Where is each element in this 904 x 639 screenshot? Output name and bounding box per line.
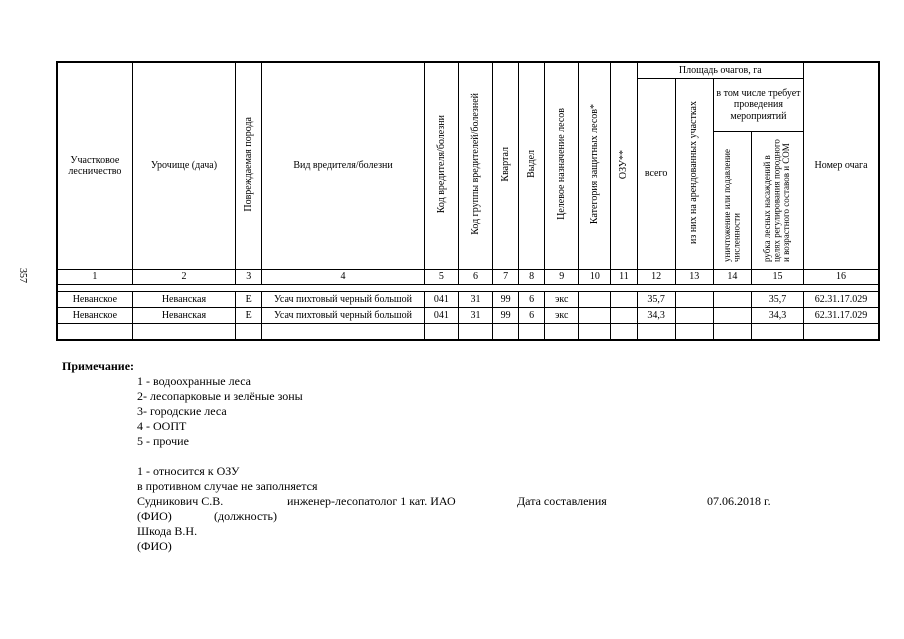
table-row: Неванское Неванская Е Усач пихтовый черный большой 041 31 99 6 экс 34,3 34,3 62.31.17.029: [57, 308, 879, 324]
header-nomer: Номер очага: [804, 62, 879, 270]
header-kod: Код вредителя/болезни: [424, 62, 458, 270]
header-vreditel: Вид вредителя/болезни: [262, 62, 425, 270]
signature-captions: [62, 509, 317, 524]
note-item: 4 - ООПТ: [137, 419, 187, 433]
author-position: инженер-лесопатолог 1 кат. ИАО: [287, 494, 456, 508]
header-trebuet: в том числе требует проведения мероприятий: [713, 78, 803, 132]
header-uchastkovoe: Участковое лесничество: [57, 62, 132, 270]
second-name: Шкода В.Н.: [137, 524, 198, 538]
table-row: Неванское Неванская Е Усач пихтовый черный большой 041 31 99 6 экс 35,7 35,7 62.31.17.029: [57, 292, 879, 308]
header-poroda: Повреждаемая порода: [236, 62, 262, 270]
date-label: Дата составления: [517, 494, 607, 508]
header-urochische: Урочище (дача): [132, 62, 235, 270]
empty-row: [57, 324, 879, 341]
header-ploschad: Площадь очагов, га: [637, 62, 804, 78]
header-unichtozhenie: уничтожение или подавление численности: [713, 132, 751, 270]
position-caption: (должность): [214, 509, 277, 523]
page-number: 357: [17, 268, 28, 283]
notes-title: Примечание:: [62, 359, 135, 373]
ozu-note-line1: 1 - относится к ОЗУ: [137, 464, 240, 478]
header-kategoriya: Категория защитных лесов*: [579, 62, 611, 270]
header-rubka: рубка лесных насаждений в целях регулирования породного и возрастного составов и СОМ: [751, 132, 803, 270]
header-kod-gruppy: Код группы вредителей/болезней: [458, 62, 492, 270]
note-item: 3- городские леса: [137, 404, 227, 418]
fio-caption-2: (ФИО): [137, 539, 172, 553]
note-item: 2- лесопарковые и зелёные зоны: [137, 389, 303, 403]
pest-foci-table: [56, 61, 880, 341]
signature-line: [62, 494, 771, 509]
header-arenda: из них на арендованных участках: [675, 78, 713, 270]
author-name: Судникович С.В.: [137, 494, 224, 508]
date-value: 07.06.2018 г.: [707, 494, 771, 508]
header-vsego: всего: [637, 78, 675, 270]
header-ozu: ОЗУ**: [611, 62, 637, 270]
note-item: 5 - прочие: [137, 434, 189, 448]
ozu-note-line2: в противном случае не заполняется: [137, 479, 318, 493]
header-kvartal: Квартал: [493, 62, 519, 270]
fio-caption: (ФИО): [137, 509, 172, 523]
header-naznachenie: Целевое назначение лесов: [545, 62, 579, 270]
header-vydel: Выдел: [519, 62, 545, 270]
notes-section: [62, 359, 771, 554]
column-numbers-row: 1 2 3 4 5 6 7 8 9 10 11 12 13 14 15 16: [57, 270, 879, 285]
note-item: 1 - водоохранные леса: [137, 374, 252, 388]
